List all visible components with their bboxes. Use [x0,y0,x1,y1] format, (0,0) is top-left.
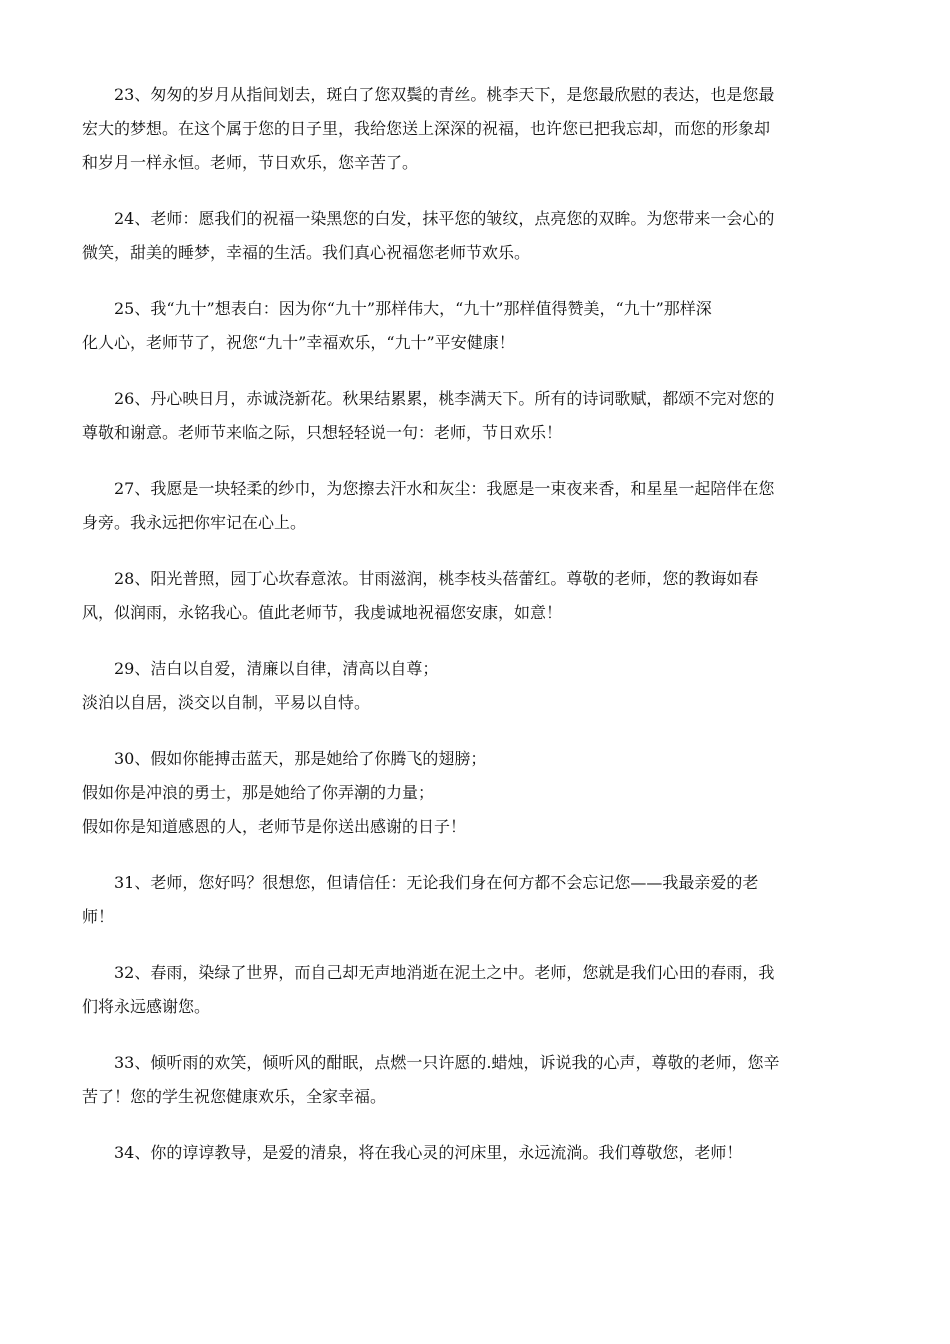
paragraph-line: 34、你的谆谆教导，是爱的清泉，将在我心灵的河床里，永远流淌。我们尊敬您，老师！ [114,1143,743,1162]
paragraph-line: 苦了！您的学生祝您健康欢乐，全家幸福。 [82,1087,387,1106]
paragraph-line: 身旁。我永远把你牢记在心上。 [82,513,307,532]
paragraph-line: 宏大的梦想。在这个属于您的日子里，我给您送上深深的祝福，也许您已把我忘却，而您的形象却 [82,119,771,138]
paragraph-line: 微笑，甜美的睡梦，幸福的生活。我们真心祝福您老师节欢乐。 [82,243,531,262]
paragraph-line: 30、假如你能搏击蓝天，那是她给了你腾飞的翅膀； [114,749,487,768]
paragraph-34 [82,1136,868,1170]
paragraph-line: 28、阳光普照，园丁心坎春意浓。甘雨滋润，桃李枝头蓓蕾红。尊敬的老师，您的教诲如春 [114,569,759,588]
paragraph-line: 24、老师：愿我们的祝福一染黑您的白发，抹平您的皱纹，点亮您的双眸。为您带来一会心的 [114,209,775,228]
paragraph-24 [82,202,868,270]
paragraph-23 [82,78,868,180]
paragraph-line: 尊敬和谢意。老师节来临之际，只想轻轻说一句：老师，节日欢乐！ [82,423,563,442]
paragraph-line: 31、老师，您好吗？很想您，但请信任：无论我们身在何方都不会忘记您——我最亲爱的老 [114,873,759,892]
paragraph-line: 淡泊以自居，淡交以自制，平易以自恃。 [82,693,371,712]
paragraph-27 [82,472,868,540]
paragraph-line: 26、丹心映日月，赤诚浇新花。秋果结累累，桃李满天下。所有的诗词歌赋，都颂不完对您的 [114,389,775,408]
paragraph-line: 师！ [82,907,115,926]
paragraph-line: 27、我愿是一块轻柔的纱巾，为您擦去汗水和灰尘：我愿是一束夜来香，和星星一起陪伴在您 [114,479,775,498]
paragraph-33 [82,1046,868,1114]
paragraph-line: 32、春雨，染绿了世界，而自己却无声地消逝在泥土之中。老师，您就是我们心田的春雨，我 [114,963,775,982]
paragraph-30 [82,742,868,844]
paragraph-29 [82,652,868,720]
paragraph-line: 假如你是冲浪的勇士，那是她给了你弄潮的力量； [82,783,435,802]
paragraph-line: 们将永远感谢您。 [82,997,211,1016]
paragraph-line: 33、倾听雨的欢笑，倾听风的酣眠，点燃一只许愿的.蜡烛，诉说我的心声，尊敬的老师，您辛 [114,1053,780,1072]
paragraph-line: 23、匆匆的岁月从指间划去，斑白了您双鬓的青丝。桃李天下，是您最欣慰的表达，也是您最 [114,85,775,104]
paragraph-28 [82,562,868,630]
paragraph-line: 和岁月一样永恒。老师，节日欢乐，您辛苦了。 [82,153,419,172]
paragraph-31 [82,866,868,934]
paragraph-line: 风，似润雨，永铭我心。值此老师节，我虔诚地祝福您安康，如意！ [82,603,563,622]
paragraph-line: 25、我“九十”想表白：因为你“九十”那样伟大，“九十”那样值得赞美，“九十”那样深 [114,299,712,318]
paragraph-26 [82,382,868,450]
paragraph-line: 29、洁白以自爱，清廉以自律，清高以自尊； [114,659,439,678]
paragraph-line: 假如你是知道感恩的人，老师节是你送出感谢的日子！ [82,817,467,836]
paragraph-25 [82,292,868,360]
paragraph-32 [82,956,868,1024]
paragraph-line: 化人心，老师节了，祝您“九十”幸福欢乐，“九十”平安健康！ [82,333,515,352]
document-body [82,78,868,1192]
